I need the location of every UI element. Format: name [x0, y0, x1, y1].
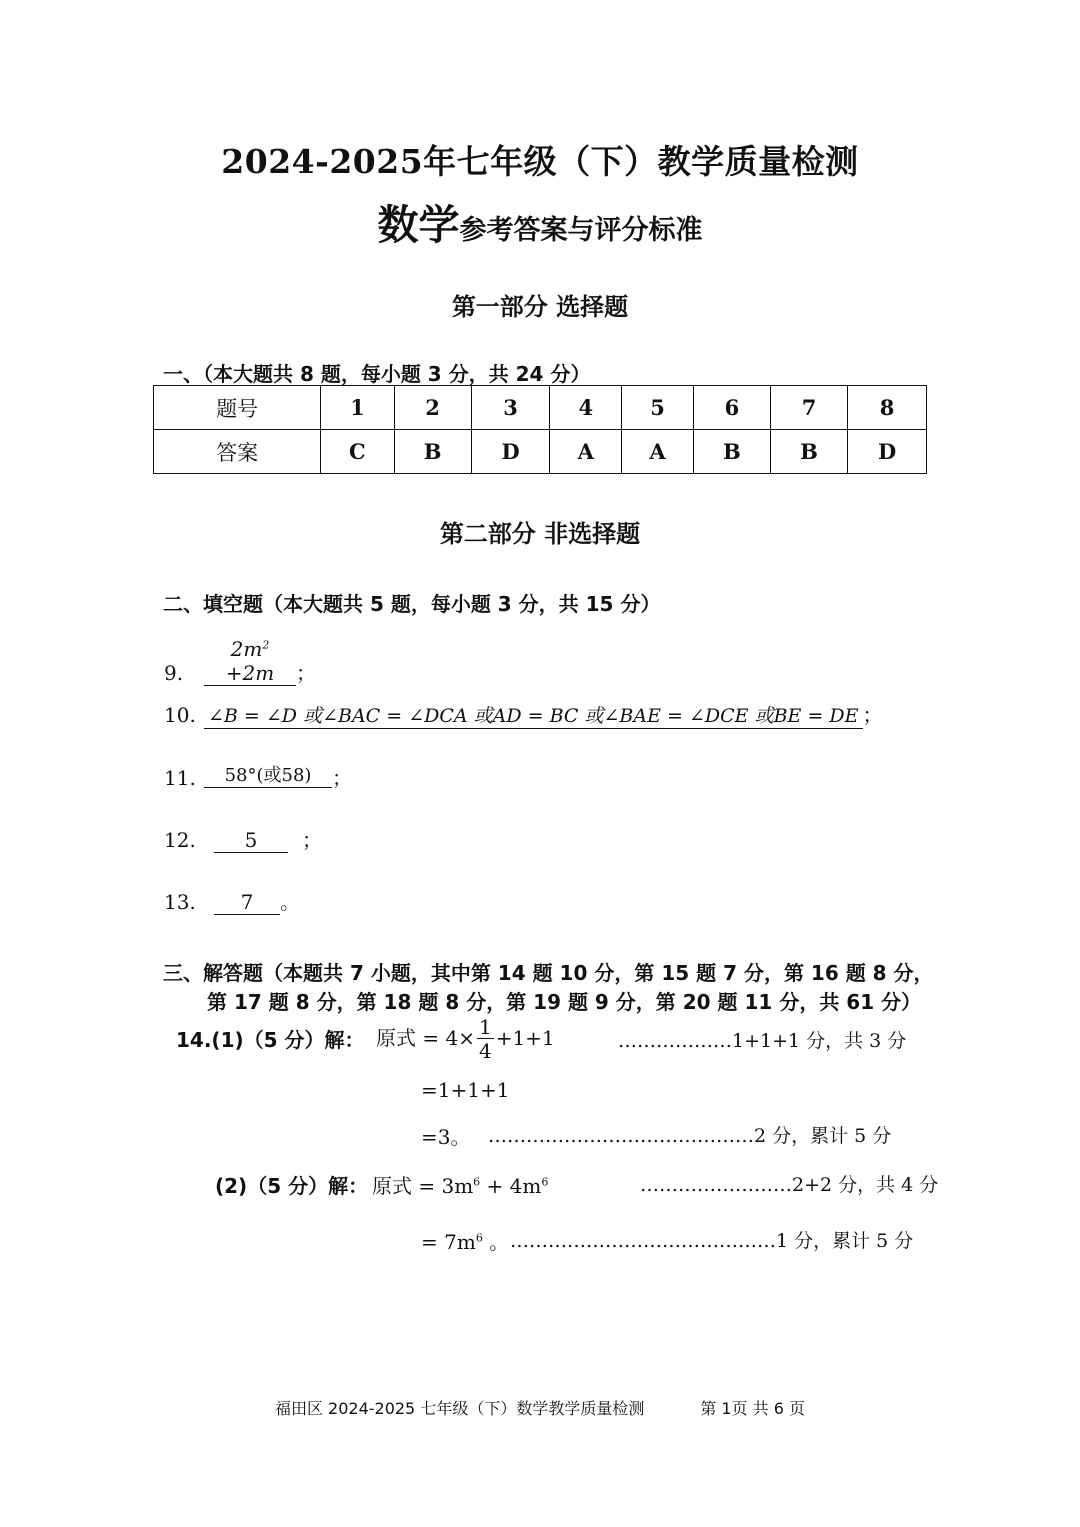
q14-part1-score3: ……………………………………2 分，累计 5 分: [488, 1125, 892, 1147]
table-cell: B: [693, 430, 770, 474]
q14-part1-step2: =1+1+1: [421, 1078, 510, 1102]
table-cell: C: [321, 430, 394, 474]
q14-part2-label: [215, 1170, 368, 1199]
question-10: [164, 699, 883, 729]
answer-table: [153, 385, 927, 474]
expression-part: 原式 = 4×: [376, 1026, 475, 1050]
denominator: 4: [478, 1039, 492, 1063]
punctuation: ；: [296, 661, 316, 685]
exponent: 2: [262, 638, 270, 652]
table-cell: A: [550, 430, 622, 474]
table-cell: 1: [321, 386, 394, 430]
exponent: 6: [541, 1175, 549, 1189]
table-cell: 2: [394, 386, 471, 430]
table-cell: 8: [848, 386, 927, 430]
question-9: [164, 637, 316, 686]
page-title: 2024-2025年七年级（下）教学质量检测: [221, 142, 859, 181]
question-number: 10.: [164, 703, 196, 727]
question-11: [164, 761, 352, 791]
part1-section-heading: 一、（本大题共 8 题，每小题 3 分，共 24 分）: [163, 362, 591, 386]
table-row-questions: [154, 386, 927, 430]
q14-part2-score: ……………………2+2 分，共 4 分: [640, 1174, 939, 1196]
expression-part: = 7m: [421, 1230, 476, 1254]
answer-part: 2m: [230, 637, 263, 661]
question-12: [164, 824, 322, 853]
punctuation: 。: [482, 1230, 510, 1254]
table-cell: A: [622, 430, 694, 474]
subtitle-text: 参考答案与评分标准: [459, 215, 703, 246]
exponent: 6: [475, 1231, 483, 1245]
question-number: 11.: [164, 766, 196, 790]
expression-part: +1+1: [495, 1026, 555, 1050]
solve-section-heading-line1: 三、解答题（本题共 7 小题，其中第 14 题 10 分，第 15 题 7 分，第 16 题 8 分，: [163, 961, 934, 985]
q14-part1-score: ………………1+1+1 分，共 3 分: [618, 1030, 907, 1052]
q14-part1-expression: [376, 1016, 555, 1063]
answer-blank: [204, 637, 296, 686]
q14-part2-step2: [421, 1226, 509, 1255]
q14-part2-score2: ……………………………………1 分，累计 5 分: [510, 1230, 914, 1252]
table-cell: B: [394, 430, 471, 474]
answer-blank: 7: [214, 890, 280, 915]
expression-part: 原式 = 3m: [372, 1174, 474, 1198]
question-13: [164, 886, 300, 915]
answer-blank: ∠B = ∠D 或∠BAC = ∠DCA 或AD = BC 或∠BAE = ∠DCE 或BE = DE: [204, 701, 863, 729]
table-cell: D: [471, 430, 550, 474]
punctuation: ；: [302, 828, 322, 852]
page-subtitle: [0, 192, 1080, 251]
punctuation: ；: [332, 766, 352, 790]
label: 14.(1)（5 分）解：: [176, 1028, 365, 1052]
expression-part: + 4m: [480, 1174, 542, 1198]
punctuation: ；: [862, 703, 883, 727]
answer-part: +2m: [225, 661, 275, 685]
table-cell: 6: [693, 386, 770, 430]
table-cell: 5: [622, 386, 694, 430]
part1-title: 第一部分 选择题: [451, 292, 629, 321]
fraction: [477, 1016, 494, 1063]
table-cell: 7: [770, 386, 847, 430]
q14-part1-label: [176, 1024, 365, 1053]
table-cell: 3: [471, 386, 550, 430]
part2-title: 第二部分 非选择题: [439, 519, 641, 548]
table-cell: D: [848, 430, 927, 474]
table-cell: B: [770, 430, 847, 474]
label: (2)（5 分）解：: [215, 1174, 369, 1198]
question-number: 9.: [164, 661, 184, 685]
table-cell-label: 题号: [154, 386, 321, 430]
question-number: 13.: [164, 890, 196, 914]
solve-section-heading-line2: 第 17 题 8 分，第 18 题 8 分，第 19 题 9 分，第 20 题 11 分，共 61 分）: [207, 990, 922, 1014]
subtitle-subject: 数学: [377, 201, 460, 249]
numerator: 1: [478, 1015, 492, 1039]
punctuation: 。: [280, 890, 300, 914]
answer-blank: 5: [214, 828, 288, 853]
table-row-answers: [154, 430, 927, 474]
q14-part2-expression: [372, 1170, 548, 1199]
question-number: 12.: [164, 828, 196, 852]
page-number: 第 1页 共 6 页: [700, 1399, 806, 1418]
footer-title: 福田区 2024-2025 七年级（下）数学教学质量检测: [274, 1399, 645, 1418]
page-footer: [0, 1396, 1080, 1419]
table-cell: 4: [550, 386, 622, 430]
fill-section-heading: 二、填空题（本大题共 5 题，每小题 3 分，共 15 分）: [163, 592, 661, 616]
q14-part1-step3: =3。: [421, 1125, 471, 1149]
answer-blank: 58°(或58): [204, 761, 332, 788]
table-cell-label: 答案: [154, 430, 321, 474]
exponent: 6: [473, 1175, 481, 1189]
